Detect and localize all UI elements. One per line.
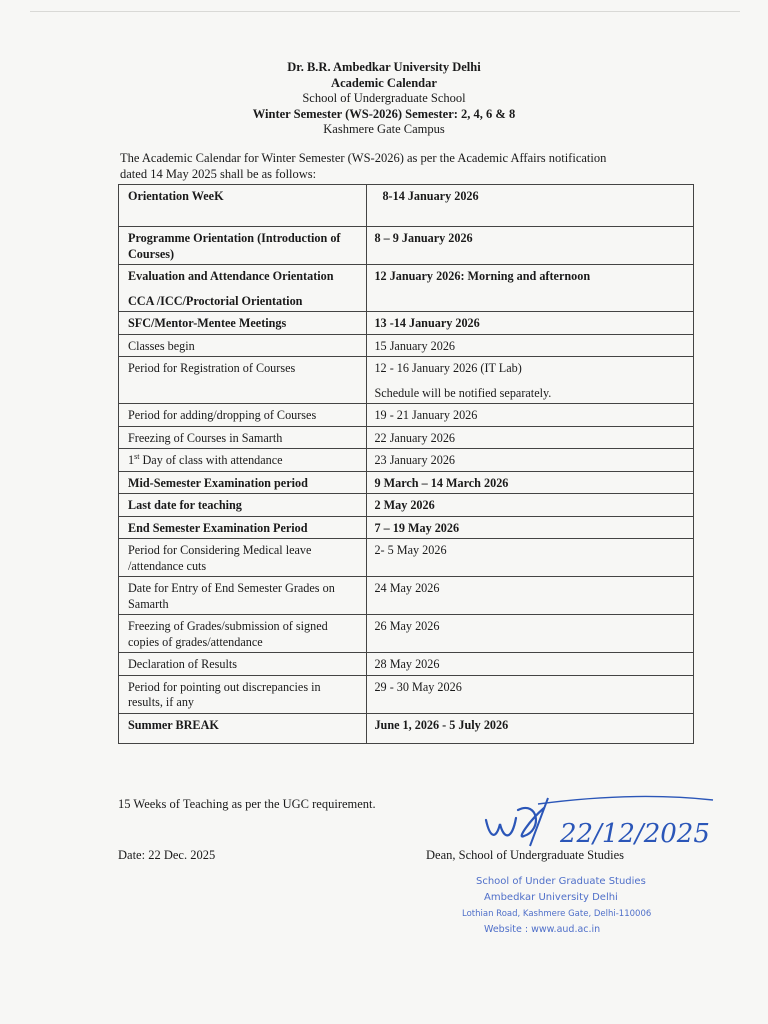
document-header (0, 60, 768, 138)
signature-date: 22/12/2025 (560, 819, 710, 849)
event-cell (119, 265, 367, 312)
table-row (119, 449, 694, 472)
event-text: Period for adding/dropping of Courses (128, 408, 317, 422)
event-text: Programme Orientation (Introduction of Courses) (128, 231, 341, 261)
stamp-line-3: Lothian Road, Kashmere Gate, Delhi-110006 (462, 909, 652, 919)
date-text: 2- 5 May 2026 (374, 543, 447, 557)
event-text: Period for Considering Medical leave /attendance cuts (128, 543, 312, 573)
table-row (119, 539, 694, 577)
event-text: Period for Registration of Courses (128, 361, 296, 375)
date-text: June 1, 2026 - 5 July 2026 (374, 717, 509, 732)
event-text: Date for Entry of End Semester Grades on Samarth (128, 581, 335, 611)
event-cell (119, 185, 367, 227)
date-text: 15 January 2026 (374, 338, 456, 353)
stamp-line-2: Ambedkar University Delhi (484, 892, 618, 903)
date-cell (367, 334, 694, 357)
event-text: Evaluation and Attendance Orientation (128, 269, 334, 283)
event-cell (119, 426, 367, 449)
academic-calendar-table (118, 184, 694, 744)
page-top-edge (30, 11, 740, 12)
date-cell (367, 653, 694, 676)
date-text: 7 – 19 May 2026 (374, 520, 460, 535)
event-cell (119, 713, 367, 743)
table-row (119, 357, 694, 404)
date-text: 12 January 2026: Morning and afternoon (374, 269, 591, 283)
date-cell (367, 426, 694, 449)
campus-name: Kashmere Gate Campus (323, 122, 445, 136)
date-cell (367, 185, 694, 227)
event-text-secondary: CCA /ICC/Proctorial Orientation (128, 293, 303, 308)
table-row (119, 265, 694, 312)
date-cell (367, 713, 694, 743)
table-row (119, 494, 694, 517)
event-cell (119, 577, 367, 615)
table-row (119, 516, 694, 539)
table-row (119, 227, 694, 265)
intro-line-1: The Academic Calendar for Winter Semester (WS-2026) as per the Academic Affairs notification (120, 151, 607, 165)
date-cell (367, 539, 694, 577)
table-row (119, 653, 694, 676)
date-cell (367, 265, 694, 312)
date-cell (367, 449, 694, 472)
event-text: End Semester Examination Period (128, 520, 308, 535)
table-row (119, 471, 694, 494)
event-cell (119, 516, 367, 539)
calendar-title: Academic Calendar (331, 75, 437, 90)
event-cell (119, 494, 367, 517)
date-cell (367, 312, 694, 335)
signatory-title: Dean, School of Undergraduate Studies (426, 848, 624, 862)
table-row (119, 615, 694, 653)
event-cell (119, 404, 367, 427)
date-cell (367, 227, 694, 265)
event-text: Last date for teaching (128, 498, 242, 512)
table-row (119, 312, 694, 335)
event-text: SFC/Mentor-Mentee Meetings (128, 316, 287, 330)
semester-line: Winter Semester (WS-2026) Semester: 2, 4, 6 & 8 (252, 106, 516, 121)
date-cell (367, 357, 694, 404)
event-cell (119, 334, 367, 357)
table-row (119, 675, 694, 713)
event-cell (119, 471, 367, 494)
teaching-weeks-note: 15 Weeks of Teaching as per the UGC requirement. (118, 797, 376, 811)
event-cell (119, 615, 367, 653)
date-text: 29 - 30 May 2026 (374, 679, 462, 694)
event-text: Classes begin (128, 338, 195, 353)
event-cell (119, 357, 367, 404)
table-row (119, 426, 694, 449)
date-text: 8-14 January 2026 (382, 189, 479, 203)
event-cell (119, 312, 367, 335)
table-row (119, 404, 694, 427)
event-cell (119, 675, 367, 713)
date-text: 8 – 9 January 2026 (374, 231, 473, 245)
date-text: 28 May 2026 (374, 657, 440, 671)
handwritten-signature (478, 790, 728, 860)
date-cell (367, 615, 694, 653)
event-text: Summer BREAK (128, 717, 219, 732)
date-cell (367, 471, 694, 494)
date-text: 22 January 2026 (374, 430, 456, 445)
date-text: 23 January 2026 (374, 453, 456, 467)
date-cell (367, 494, 694, 517)
table-row (119, 334, 694, 357)
event-cell (119, 653, 367, 676)
date-cell (367, 577, 694, 615)
event-text: Declaration of Results (128, 657, 237, 671)
table-row (119, 577, 694, 615)
date-text: 13 -14 January 2026 (374, 316, 480, 330)
intro-line-2: dated 14 May 2025 shall be as follows: (120, 167, 317, 181)
event-text: Freezing of Grades/submission of signed copies of grades/attendance (128, 619, 328, 649)
event-text: Orientation WeeK (128, 189, 224, 203)
date-text: 24 May 2026 (374, 581, 440, 595)
event-text: Freezing of Courses in Samarth (128, 430, 283, 445)
table-row (119, 713, 694, 743)
school-name: School of Undergraduate School (302, 91, 466, 105)
event-ordinal-suffix: st (134, 451, 140, 461)
issue-date: Date: 22 Dec. 2025 (118, 848, 216, 862)
stamp-line-1: School of Under Graduate Studies (476, 876, 646, 887)
university-stamp (460, 868, 660, 938)
date-text-secondary: Schedule will be notified separately. (374, 385, 552, 400)
event-text: Period for pointing out discrepancies in results, if any (128, 679, 321, 709)
stamp-line-4: Website : www.aud.ac.in (484, 924, 601, 935)
event-text: Mid-Semester Examination period (128, 475, 308, 490)
event-text: Day of class with attendance (139, 453, 283, 467)
date-cell (367, 675, 694, 713)
university-name: Dr. B.R. Ambedkar University Delhi (287, 60, 481, 74)
date-text: 19 - 21 January 2026 (374, 408, 478, 422)
intro-paragraph (120, 150, 660, 182)
date-text: 2 May 2026 (374, 498, 435, 512)
event-cell (119, 449, 367, 472)
date-cell (367, 404, 694, 427)
date-cell (367, 516, 694, 539)
event-cell (119, 227, 367, 265)
date-text: 26 May 2026 (374, 619, 440, 633)
table-row (119, 185, 694, 227)
date-text: 12 - 16 January 2026 (IT Lab) (374, 361, 522, 375)
event-cell (119, 539, 367, 577)
date-text: 9 March – 14 March 2026 (374, 475, 509, 490)
event-ordinal: 1 (128, 453, 135, 467)
